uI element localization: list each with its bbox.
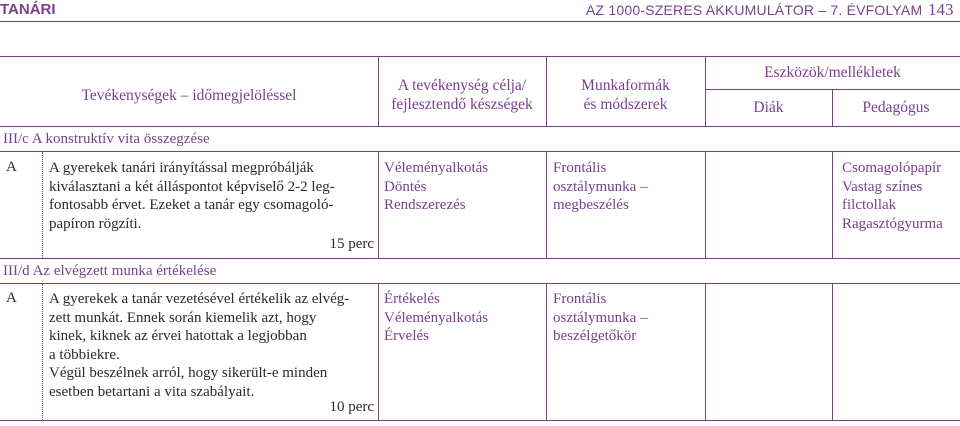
header-tools-teacher: Pedagógus — [862, 99, 930, 116]
header-methods-line2: és módszerek — [583, 96, 668, 113]
header-rule — [0, 21, 960, 22]
header-methods — [546, 76, 705, 114]
section-d-title-border — [0, 283, 960, 284]
method-item: Frontális — [553, 291, 607, 307]
activity-line: A gyerekek tanári irányítással megpróbálják — [49, 160, 314, 176]
c-marker-divider — [42, 152, 43, 258]
c-col-divider-3 — [705, 151, 706, 258]
method-item: megbeszélés — [553, 197, 629, 213]
goal-item: Értékelés — [384, 291, 440, 307]
method-item: osztálymunka – — [553, 178, 648, 195]
page-header-title: AZ 1000-SZERES AKKUMULÁTOR – 7. ÉVFOLYAM — [586, 2, 923, 18]
section-c-time: 15 perc — [329, 236, 374, 252]
activity-line: esetben betartani a vita szabályait. — [49, 383, 255, 400]
section-c-goals — [384, 159, 488, 215]
d-col-divider-2 — [546, 283, 547, 420]
teacher-tool-item: Vastag színes — [842, 178, 923, 195]
section-d-methods — [553, 290, 648, 346]
c-col-divider-2 — [546, 151, 547, 258]
header-bottom-border — [0, 126, 960, 127]
section-c-title-border — [0, 151, 960, 152]
header-activities: Tevékenységek – időmegjelöléssel — [81, 87, 297, 104]
activity-line: zett munkát. Ennek során kiemelik azt, hogy — [49, 309, 317, 326]
d-col-divider-3 — [705, 283, 706, 420]
activity-line: Végül beszélnek arról, hogy sikerült-e minden — [49, 365, 328, 381]
section-d-marker: A — [6, 290, 17, 306]
page-number: 143 — [928, 0, 954, 19]
d-col-divider-4 — [832, 283, 833, 420]
section-c-teacher-tools — [842, 159, 943, 233]
activity-line: a többiekre. — [49, 346, 120, 363]
method-item: Frontális — [553, 160, 607, 176]
header-tools-student: Diák — [753, 99, 784, 116]
header-goals-line1: A tevékenység célja/ — [397, 77, 527, 94]
header-goals-line2: fejlesztendő készségek — [391, 96, 533, 113]
section-c-marker: A — [6, 159, 17, 175]
goal-item: Érvelés — [384, 328, 429, 344]
activity-line: kiválasztani a két álláspontot képviselő 2-2 leg- — [49, 178, 335, 195]
section-c-methods — [553, 159, 648, 215]
header-tools: Eszközök/mellékletek — [764, 64, 901, 81]
section-d-time: 10 perc — [329, 399, 374, 415]
activity-line: fontosabb érvet. Ezeket a tanár egy csomagoló- — [49, 197, 334, 213]
method-item: beszélgetőkör — [553, 328, 637, 344]
teacher-tool-item: filctollak — [842, 197, 897, 213]
header-goals — [378, 76, 546, 114]
section-c-activity — [49, 159, 374, 233]
header-methods-line1: Munkaformák — [581, 77, 670, 94]
c-col-divider-4 — [832, 151, 833, 258]
table-bottom-border — [0, 420, 960, 421]
teacher-tool-item: Ragasztógyurma — [842, 215, 943, 232]
page-header — [0, 0, 960, 22]
teacher-tool-item: Csomagolópapír — [842, 160, 942, 176]
section-d-activity — [49, 290, 374, 401]
table-top-border — [0, 56, 960, 57]
goal-item: Döntés — [384, 178, 427, 195]
goal-item: Rendszerezés — [384, 197, 466, 213]
activity-line: A gyerekek a tanár vezetésével értékelik az elvég- — [49, 291, 350, 307]
section-d-top-border — [0, 258, 960, 259]
d-marker-divider — [42, 284, 43, 420]
section-d-title: III/d Az elvégzett munka értékelése — [3, 263, 217, 279]
method-item: osztálymunka – — [553, 309, 648, 326]
section-d-goals — [384, 290, 488, 346]
goal-item: Véleményalkotás — [384, 160, 489, 176]
section-c-title: III/c A konstruktív vita összegzése — [3, 131, 210, 147]
activity-line: papíron rögzíti. — [49, 215, 142, 232]
c-col-divider-1 — [378, 151, 379, 258]
d-col-divider-1 — [378, 283, 379, 420]
activity-line: kinek, kiknek az érvei hatottak a legjobban — [49, 328, 307, 344]
page-header-left: TANÁRI — [0, 1, 56, 18]
goal-item: Véleményalkotás — [384, 309, 489, 326]
